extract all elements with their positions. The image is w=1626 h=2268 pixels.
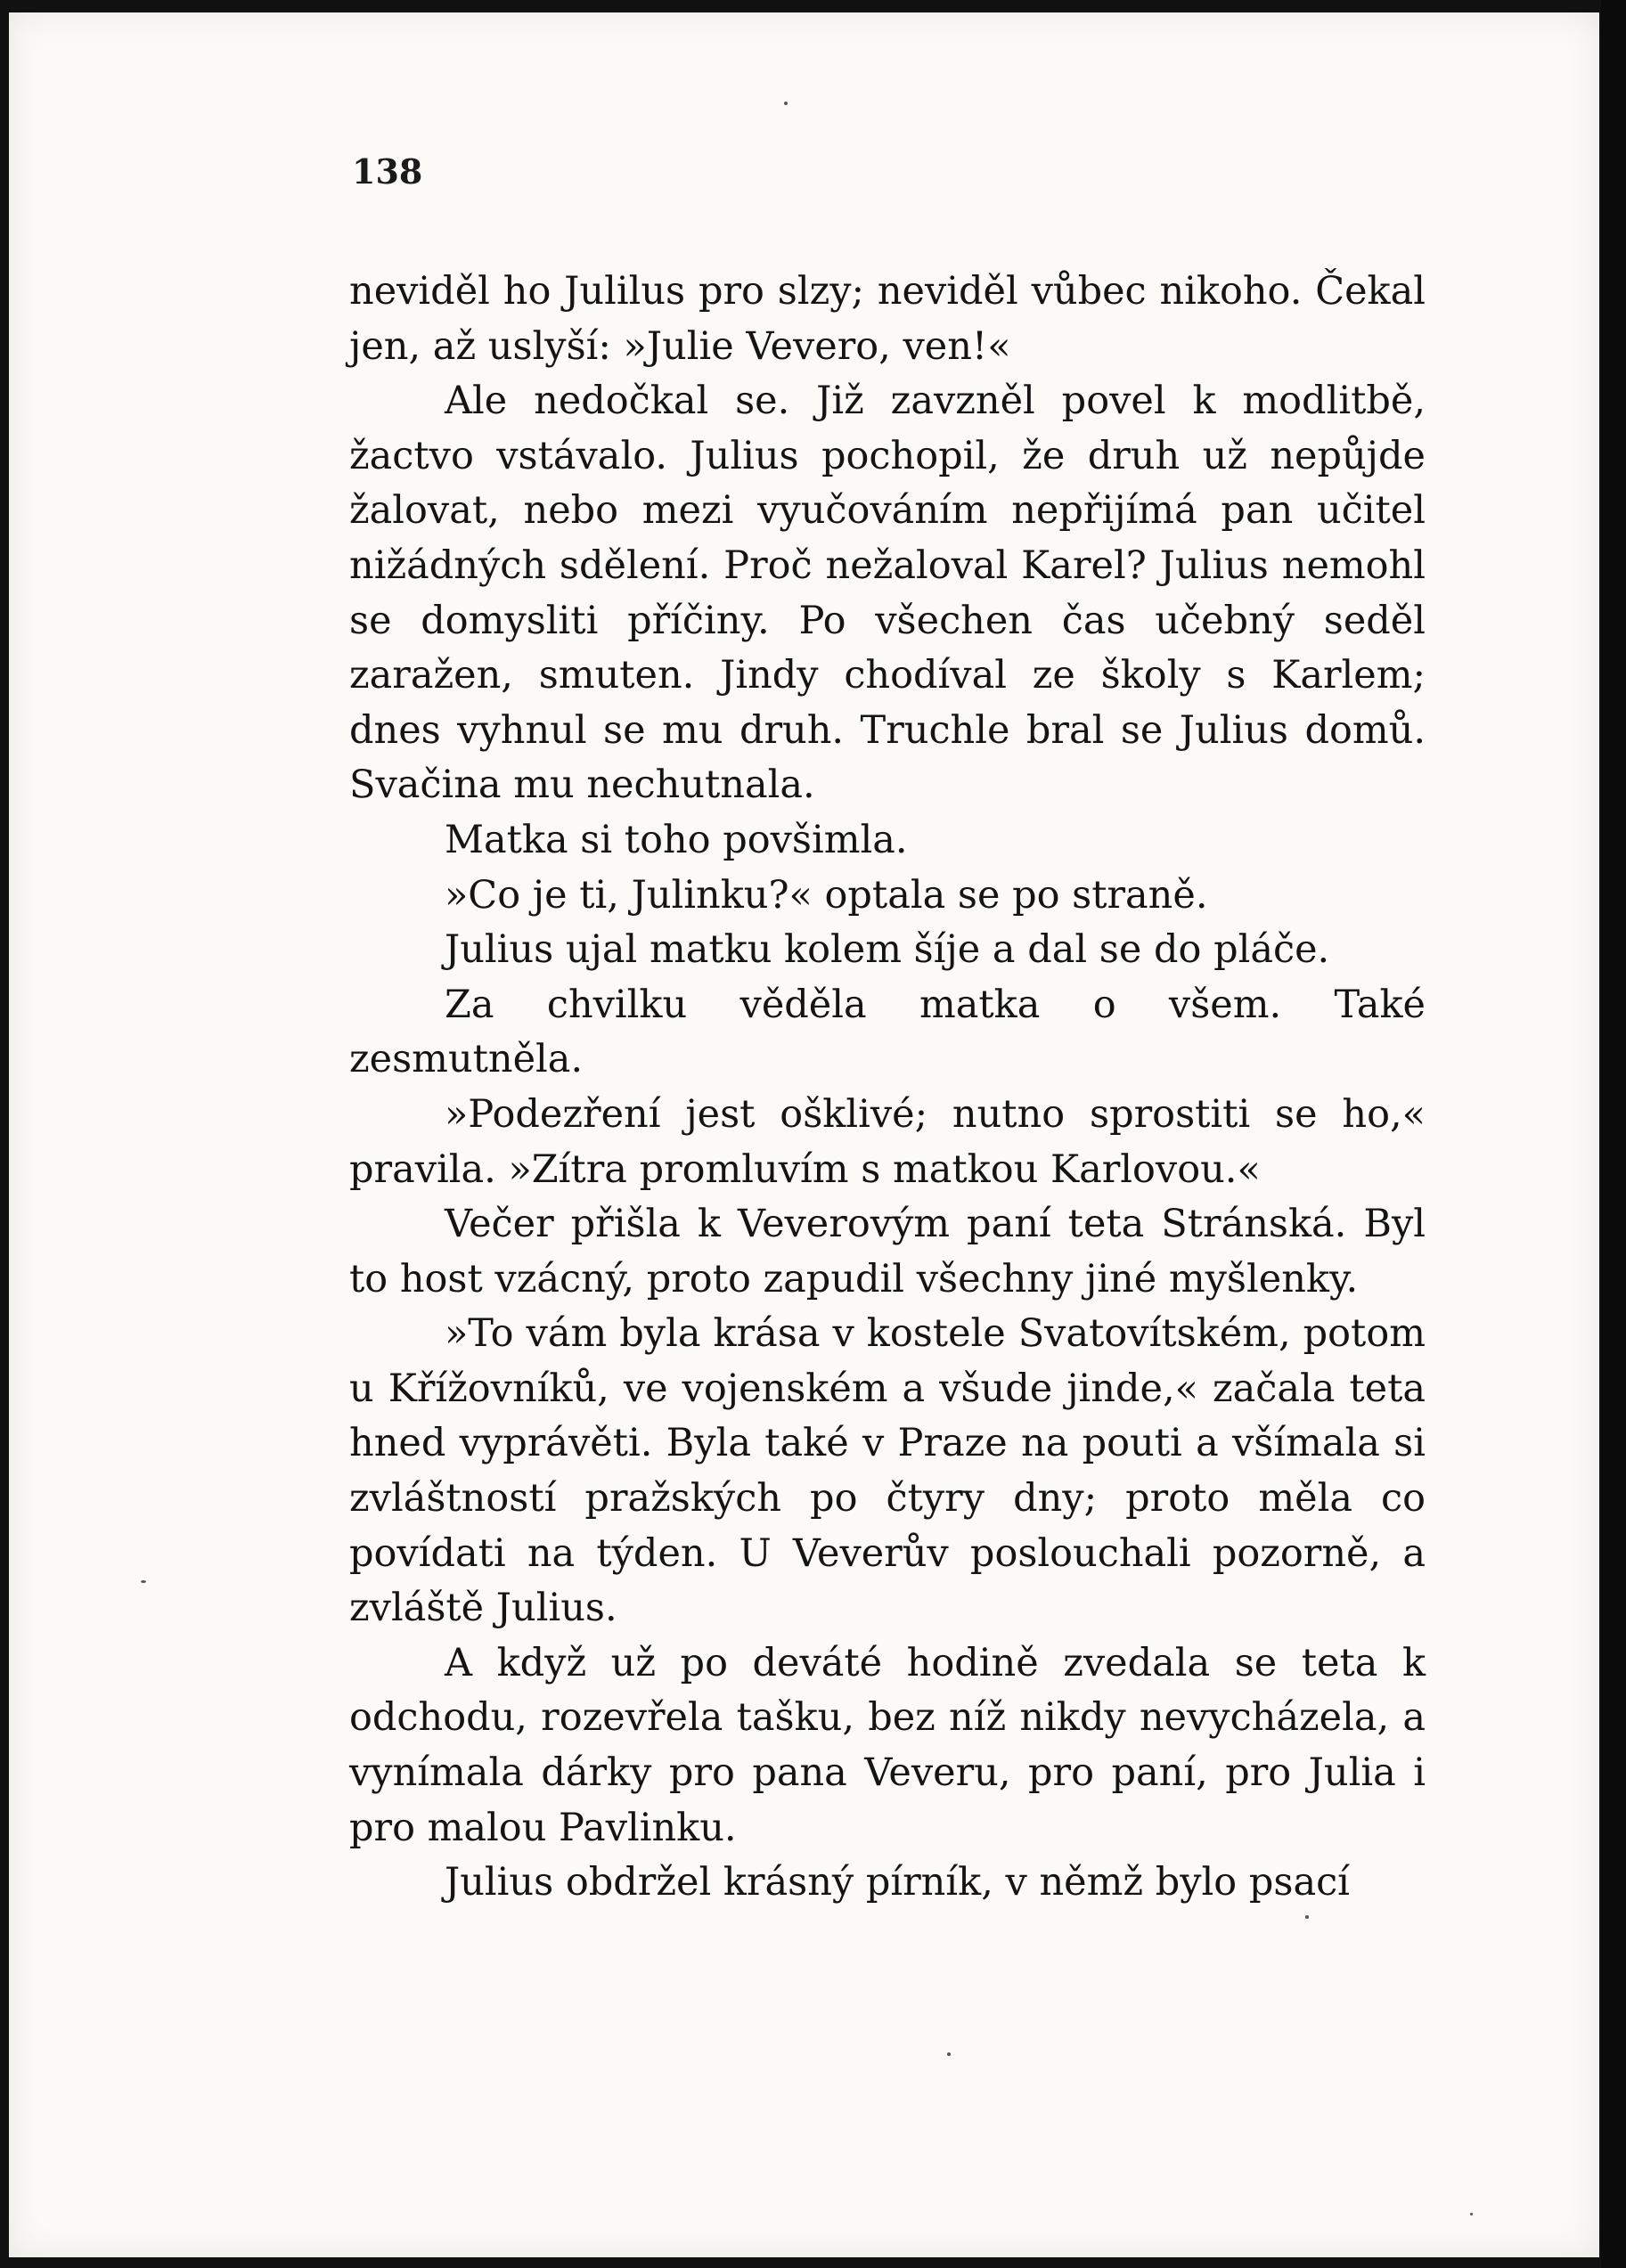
paragraph: Julius ujal matku kolem šíje a dal se do pláče. [445,927,1330,973]
paragraph: A když už po deváté hodině zvedala se teta k odchodu, rozevřela tašku, bez níž nikdy nevycházela, a vynímala dárky pro pana Veveru, pro paní, pro Julia i pro malou Pavlinku. [349,1640,1426,1850]
paragraph: Julius obdržel krásný pírník, v němž bylo psací [445,1860,1350,1905]
book-edge-shadow [1601,0,1626,2268]
body-text [349,265,1426,1911]
paragraph: »To vám byla krása v kostele Svatovítském, potom u Křížovníků, ve vojenském a všude jinde,« začala teta hned vyprávěti. Byla také v Praze na pouti a všímala si zvláštností pražských po čtyry dny; proto měla co povídati na týden. U Veverův poslouchali pozorně, a zvláště Julius. [349,1311,1426,1631]
paragraph: neviděl ho Julilus pro slzy; neviděl vůbec nikoho. Čekal jen, až uslyší: »Julie Vevero, ven!« [349,269,1426,369]
paper-speck [1305,1915,1309,1919]
page-number: 138 [352,151,423,192]
paper-speck [141,1580,146,1583]
paragraph: Ale nedočkal se. Již zavzněl povel k modlitbě, žactvo vstávalo. Julius pochopil, že druh už nepůjde žalovat, nebo mezi vyučováním nepřijímá pan učitel nižádných sdělení. Proč nežaloval Karel? Julius nemohl se domysliti příčiny. Po všechen čas učebný seděl zaražen, smuten. Jindy chodíval ze školy s Karlem; dnes vyhnul se mu druh. Truchle bral se Julius domů. Svačina mu nechutnala. [349,379,1426,808]
paper-speck [1470,2213,1473,2215]
paragraph: »Co je ti, Julinku?« optala se po straně. [445,872,1208,918]
paper-speck [784,102,788,105]
paragraph: Za chvilku věděla matka o všem. Také zesmutněla. [349,982,1426,1082]
paragraph: »Podezření jest ošklivé; nutno sprostiti se ho,« pravila. »Zítra promluvím s matkou Karlovou.« [349,1091,1426,1192]
paper-speck [947,2052,951,2056]
paragraph: Večer přišla k Veverovým paní teta Stránská. Byl to host vzácný, proto zapudil všechny jiné myšlenky. [349,1202,1426,1301]
paragraph: Matka si toho povšimla. [445,817,908,862]
